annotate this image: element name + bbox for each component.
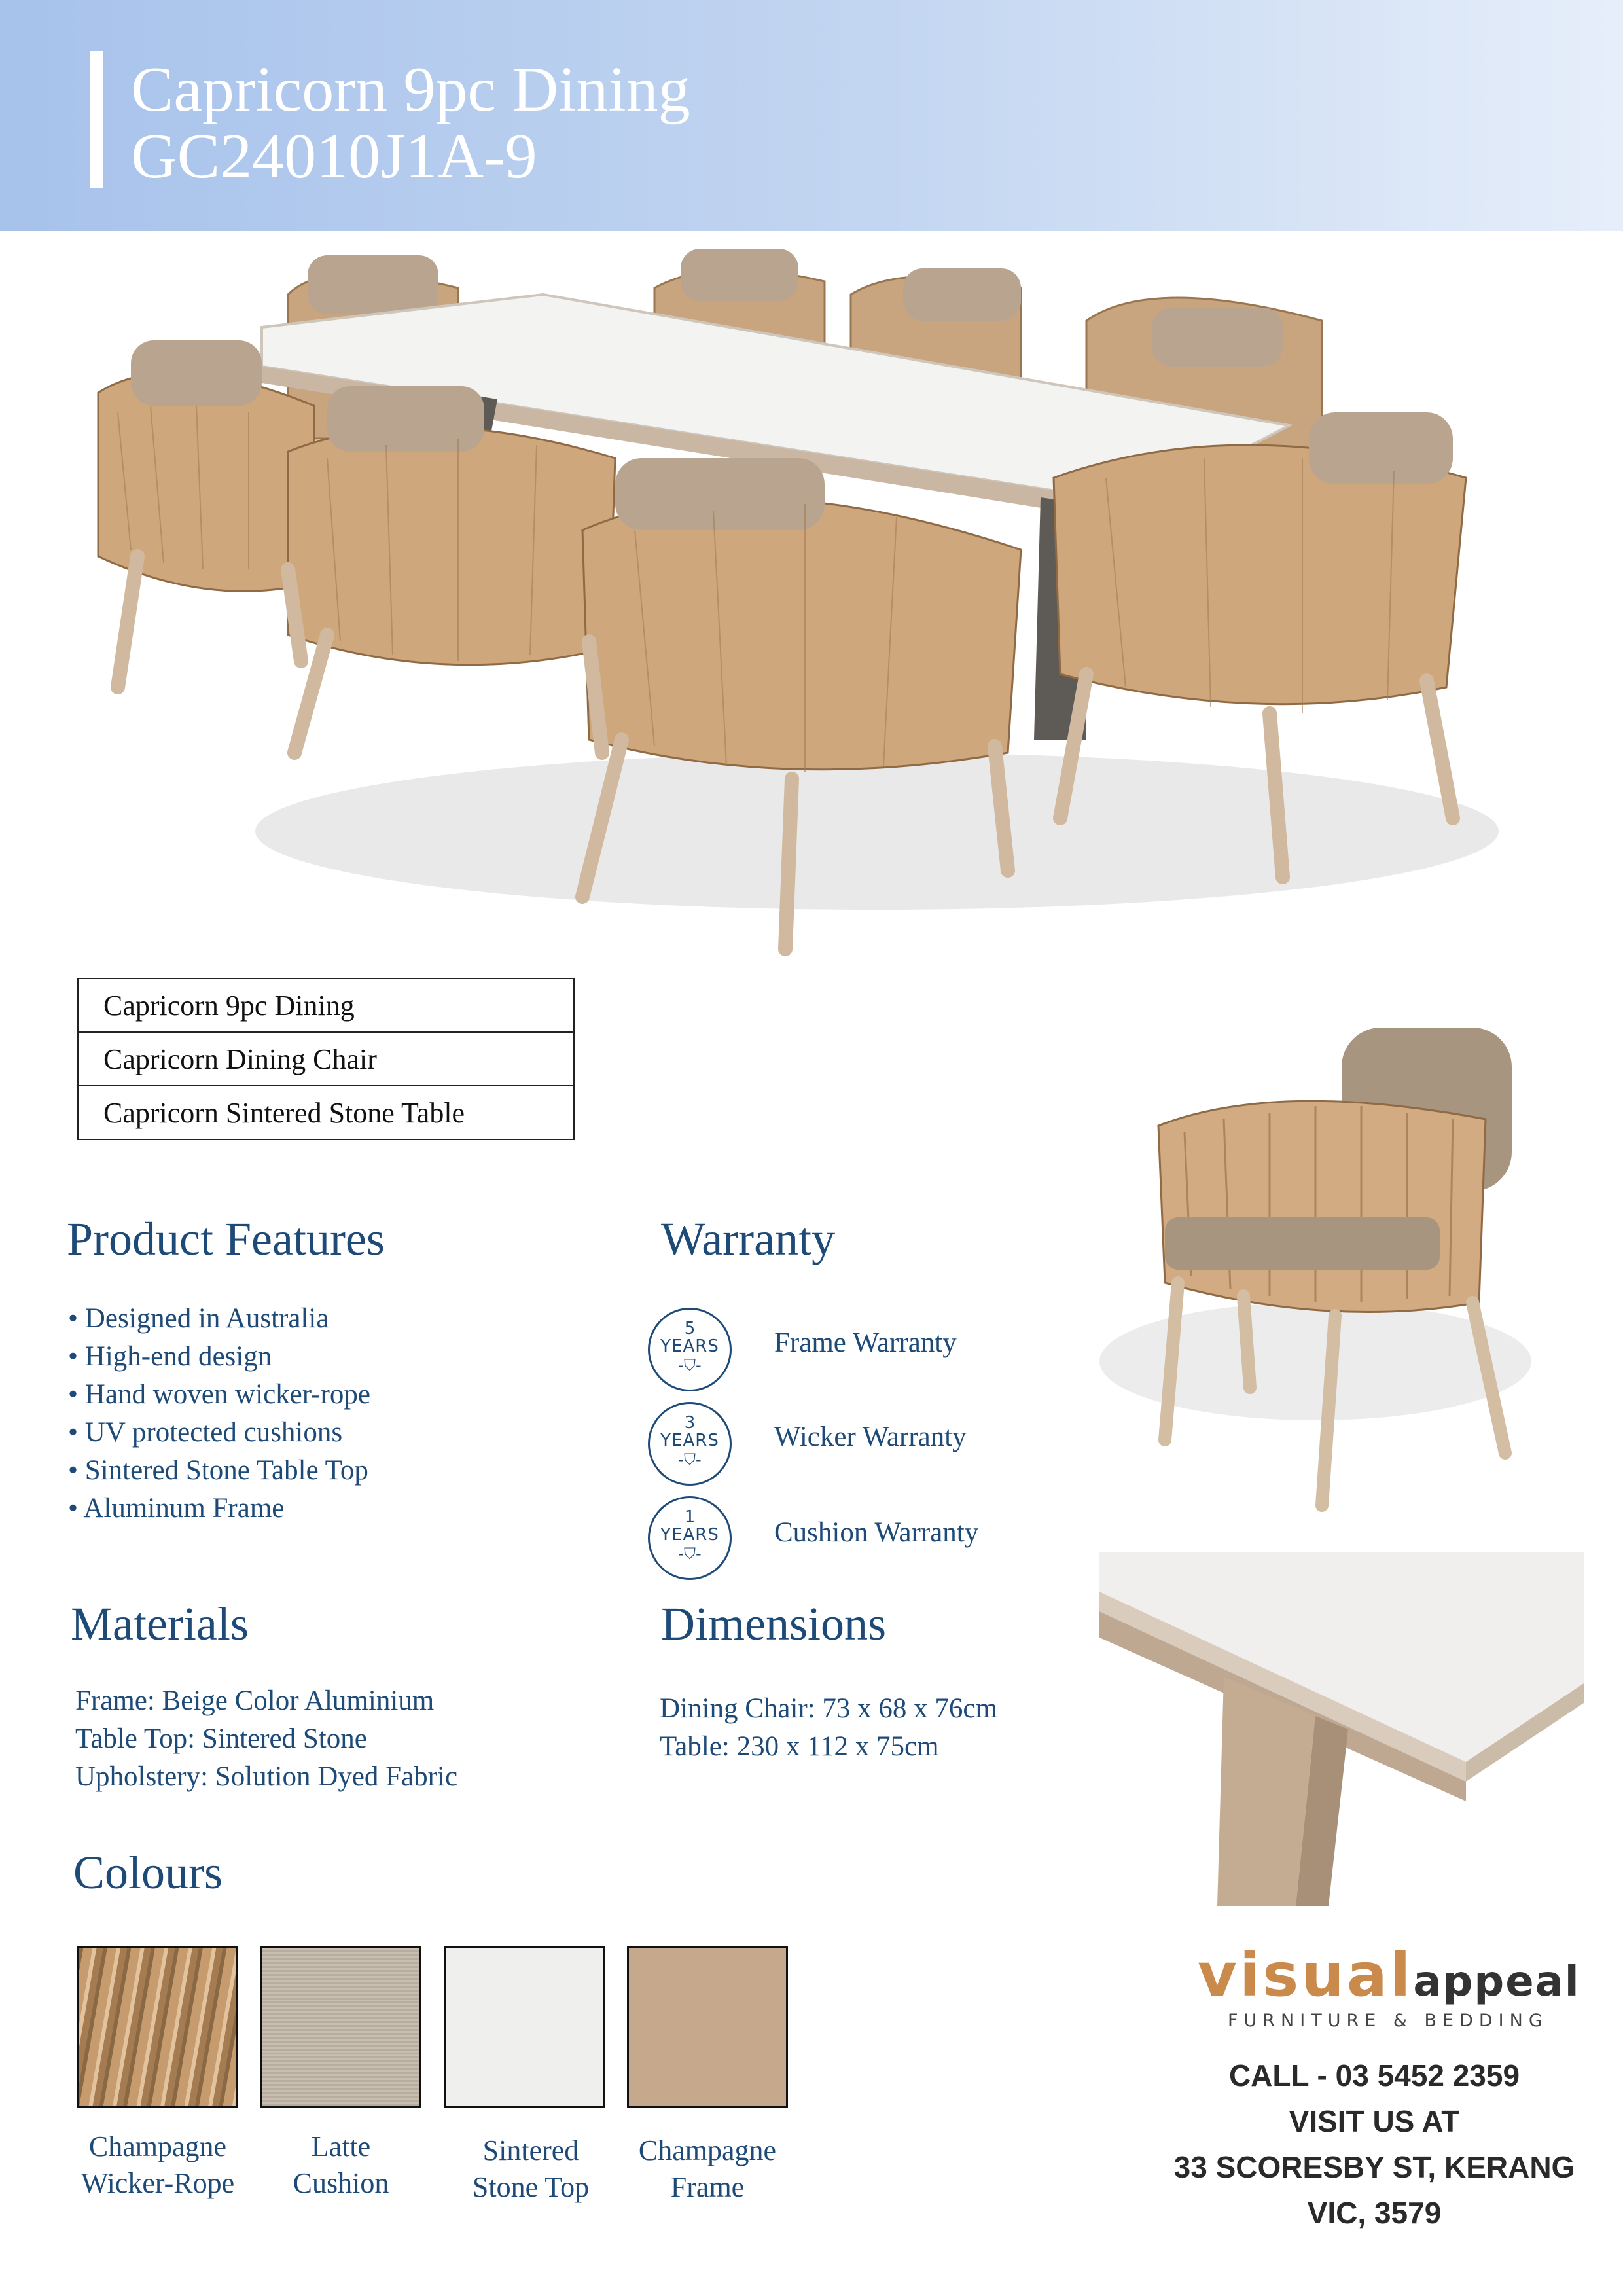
contact-address: 33 SCORESBY ST, KERANG xyxy=(1173,2150,1575,2184)
list-item: • UV protected cushions xyxy=(68,1417,343,1448)
swatch-label xyxy=(241,2128,441,2202)
table-row xyxy=(78,978,574,1032)
dining-chair-photo xyxy=(1080,1021,1551,1532)
warranty-label: Wicker Warranty xyxy=(774,1422,967,1452)
dimensions-list xyxy=(660,1690,997,1766)
contact-phone: CALL - 03 5452 2359 xyxy=(1228,2058,1520,2092)
list-item: • Designed in Australia xyxy=(68,1303,329,1334)
stone-top-swatch xyxy=(444,1946,605,2108)
header-accent-bar xyxy=(90,51,103,188)
swatch-label-line: Latte xyxy=(311,2130,371,2162)
table-cell: Capricorn 9pc Dining xyxy=(78,978,574,1032)
product-title: Capricorn 9pc Dining xyxy=(131,54,690,125)
swatch-label-line: Sintered xyxy=(482,2134,579,2166)
dimensions-heading: Dimensions xyxy=(661,1598,887,1650)
swatch-label-line: Wicker-Rope xyxy=(80,2167,235,2199)
swatch-label xyxy=(607,2132,808,2206)
list-item: • High-end design xyxy=(68,1341,272,1372)
dining-set-photo xyxy=(92,242,1518,962)
badge-years: 3 xyxy=(684,1413,696,1433)
brand-logo xyxy=(1198,1940,1580,2010)
warranty-badge-icon xyxy=(648,1308,732,1391)
list-item: • Aluminum Frame xyxy=(68,1493,285,1524)
warranty-badge-icon xyxy=(648,1496,732,1580)
swatch-label-line: Cushion xyxy=(293,2167,389,2199)
product-code: GC24010J1A-9 xyxy=(131,121,537,192)
features-heading: Product Features xyxy=(67,1213,385,1265)
warranty-label: Frame Warranty xyxy=(774,1327,957,1358)
brand-visual: visual xyxy=(1198,1940,1414,2010)
list-item: Table Top: Sintered Stone xyxy=(75,1723,367,1754)
shield-icon: -⛉- xyxy=(678,1545,702,1563)
swatch-label-line: Stone Top xyxy=(472,2171,590,2203)
list-item: Dining Chair: 73 x 68 x 76cm xyxy=(660,1693,997,1724)
shield-icon: -⛉- xyxy=(678,1450,702,1469)
frame-swatch xyxy=(627,1946,788,2108)
table-cell: Capricorn Dining Chair xyxy=(78,1032,574,1086)
warranty-label: Cushion Warranty xyxy=(774,1517,979,1548)
colours-heading: Colours xyxy=(73,1846,223,1899)
table-corner-photo xyxy=(1099,1552,1584,1906)
badge-unit: YEARS xyxy=(660,1431,719,1450)
list-item: • Hand woven wicker-rope xyxy=(68,1379,370,1410)
list-item: Upholstery: Solution Dyed Fabric xyxy=(75,1761,458,1792)
shield-icon: -⛉- xyxy=(678,1356,702,1374)
brand-tagline: FURNITURE & BEDDING xyxy=(1228,2011,1548,2031)
materials-list xyxy=(75,1682,457,1796)
swatch-label-line: Frame xyxy=(670,2171,745,2203)
contact-block xyxy=(1139,2053,1610,2236)
table-row xyxy=(78,1032,574,1086)
badge-years: 5 xyxy=(684,1319,696,1338)
table-row xyxy=(78,1086,574,1139)
warranty-heading: Warranty xyxy=(661,1213,836,1265)
swatch-label-line: Champagne xyxy=(638,2134,777,2166)
features-list xyxy=(68,1300,370,1528)
badge-years: 1 xyxy=(684,1507,696,1527)
brand-appeal: appeal xyxy=(1413,1958,1580,2006)
swatch-label xyxy=(431,2132,631,2206)
wicker-rope-swatch xyxy=(77,1946,238,2108)
materials-heading: Materials xyxy=(71,1598,249,1650)
swatch-label-line: Champagne xyxy=(88,2130,227,2162)
contact-postcode: VIC, 3579 xyxy=(1307,2196,1442,2230)
warranty-badge-icon xyxy=(648,1402,732,1486)
cushion-swatch xyxy=(260,1946,421,2108)
contact-visit: VISIT US AT xyxy=(1289,2104,1460,2138)
swatch-label xyxy=(58,2128,258,2202)
table-cell: Capricorn Sintered Stone Table xyxy=(78,1086,574,1139)
list-item: Frame: Beige Color Aluminium xyxy=(75,1685,435,1716)
list-item: • Sintered Stone Table Top xyxy=(68,1455,368,1486)
badge-unit: YEARS xyxy=(660,1336,719,1356)
badge-unit: YEARS xyxy=(660,1525,719,1545)
product-components-table xyxy=(77,978,575,1140)
list-item: Table: 230 x 112 x 75cm xyxy=(660,1731,939,1762)
